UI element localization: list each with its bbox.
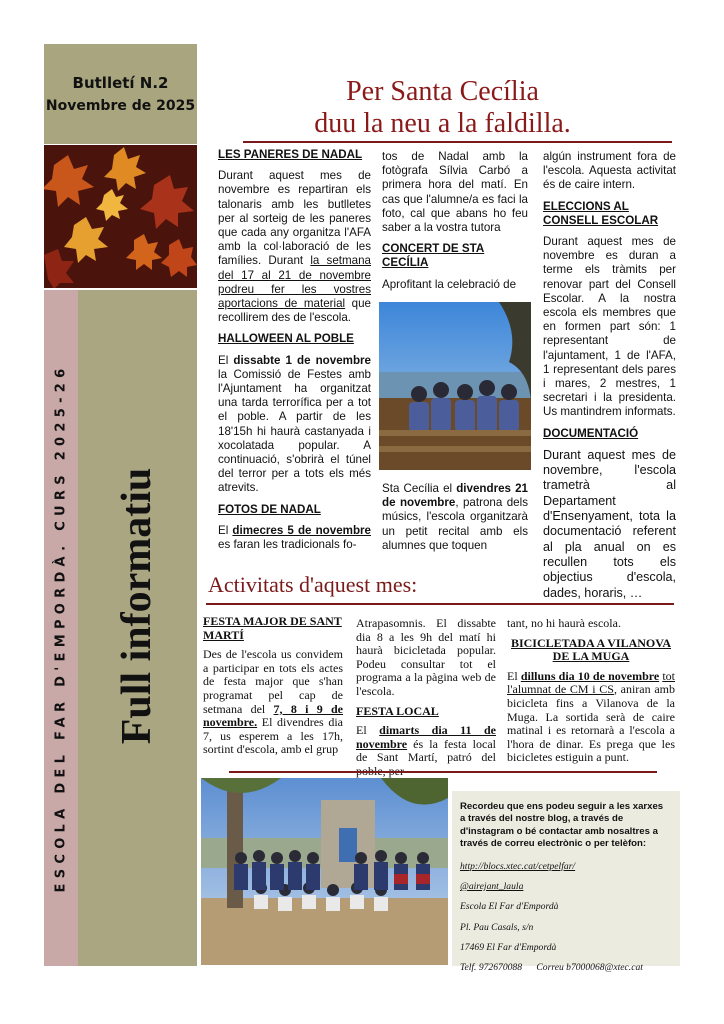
festa-local-continued-text: tant, no hi haurà escola.: [507, 616, 621, 630]
activities-column-1: [203, 615, 343, 763]
section-heading-festa-major: FESTA MAJOR DE SANT MARTÍ: [203, 614, 342, 642]
header-divider: [243, 141, 672, 143]
fotos-continued-text: tos de Nadal amb la fotògrafa Sílvia Carbó a primera hora del matí. En cas que l'alumne/a es faci la foto, cal que abans ho feu saber a la vostra tutora: [382, 150, 528, 235]
activities-column-3: [507, 617, 675, 771]
issue-number: Butlletí N.2: [72, 74, 169, 92]
bottom-divider: [229, 771, 657, 773]
halloween-text: El dissabte 1 de novembre la Comissió de Festes amb l'Ajuntament ha organitzat una tarda terrorífica per a tot el poble. A partir de les 18'15h hi haurà castanyada i xocolatada popular. A continuació, s'obrirà el túnel del terror per a tots els més atrevits.: [218, 353, 371, 495]
newsletter-title-vertical: Full informatiu: [114, 467, 160, 745]
school-city: 17469 El Far d'Empordà: [460, 941, 557, 953]
concert-photo: [379, 302, 531, 470]
instagram-handle[interactable]: @airejant_laula: [460, 880, 524, 892]
autumn-leaves-image: [44, 145, 197, 288]
column-2-bottom: [382, 482, 528, 560]
page-title: Per Santa Cecília duu la neu a la faldilla.: [314, 76, 571, 139]
concert-text-top: Aprofitant la celebració de: [382, 277, 517, 291]
issue-date: Novembre de 2025: [45, 98, 196, 114]
concert-continued-text: algún instrument fora de l'escola. Aquesta activitat és de caire intern.: [543, 150, 676, 192]
section-heading-bicicletada: BICICLETADA A VILANOVA DE LA MUGA: [510, 635, 672, 664]
contact-intro: Recordeu que ens podeu seguir a les xarxes a través del nostre blog, a través de d'instagram o bé contactar amb nosaltres a través de correu electrònic o per telèfon:: [460, 801, 664, 850]
column-1: [218, 148, 371, 559]
activities-column-2: [356, 617, 496, 785]
contact-box: [452, 791, 680, 974]
section-heading-documentacio: DOCUMENTACIÓ: [543, 426, 639, 440]
contact-phone-email: Telf. 972670088 Correu b7000068@xtec.cat: [460, 962, 643, 974]
section-heading-eleccions: ELECCIONS AL CONSELL ESCOLAR: [543, 199, 659, 227]
issue-box: [44, 44, 197, 144]
school-name-vertical: ESCOLA DEL FAR D'EMPORDÀ. CURS 2025-26: [53, 363, 69, 893]
activities-divider: [206, 603, 674, 605]
section-heading-concert: CONCERT DE STA CECÍLIA: [382, 242, 485, 270]
festa-major-continued-text: Atrapasomnis. El dissabte dia 8 a les 9h del matí hi haurà bicicletada popular. Podeu consultar tot el programa a la pàgina web de l'escola.: [356, 616, 496, 698]
blog-link[interactable]: http://blocs.xtec.cat/cetpelfar/: [460, 860, 576, 872]
section-heading-festa-local: FESTA LOCAL: [356, 703, 439, 718]
fotos-text: El dimecres 5 de novembre es faran les tradicionals fo-: [218, 523, 371, 552]
festa-major-text: Des de l'escola us convidem a participar en tots els actes de festa major que s'han programat pel cap de setmana del 7, 8 i 9 de novembre. El divendres dia 7, us esperem a les 17h, sortint d'escola, amb el grup: [203, 647, 343, 757]
group-photo: [201, 778, 448, 965]
section-heading-paneres: LES PANERES DE NADAL: [218, 148, 363, 161]
paneres-text: Durant aquest mes de novembre es repartiran els talonaris amb les butlletes per al sorteig de les paneres que cada any organitza l'AFA amb la col·laboració de les famílies. Durant la setmana del 17 al 21 de novembre podreu fer les vostres aportacions de material que recollirem des de l'escola.: [218, 169, 371, 325]
section-heading-fotos: FOTOS DE NADAL: [218, 502, 321, 516]
column-2: [382, 150, 528, 299]
eleccions-text: Durant aquest mes de novembre es duran a terme els tràmits per renovar part del Consell Escolar. A la nostra escola els membres que en formen part són: 1 representant de l'ajuntament, 1 de l'AFA, 1 representant dels pares i mares, 2 mestres, 1 secretari i la presidenta. Us mantindrem informats.: [543, 235, 676, 419]
column-3: [543, 150, 676, 608]
section-heading-halloween: HALLOWEEN AL POBLE: [218, 332, 354, 346]
concert-text: Sta Cecília el divendres 21 de novembre, patrona dels músics, l'escola organitzarà un petit recital amb els alumnes que toquen: [382, 482, 529, 552]
school-name: Escola El Far d'Empordà: [460, 901, 559, 913]
festa-local-text: El dimarts dia 11 de novembre és la festa local de Sant Martí, patró del: [356, 723, 497, 765]
bicicletada-text: El dilluns dia 10 de novembre tot l'alumnat de CM i CS, aniran amb bicicleta fins a Vilanova de la Muga. La sortida serà de caire matinal i es retornarà a l'escola a l'hora de dinar. Es prega que les bicicletes estiguin a punt.: [507, 668, 675, 765]
documentacio-text: Durant aquest mes de novembre, l'escola trametrà al Departament d'Ensenyament, tota la documentació referent al pla anual on es recullen tots els objectius d'escola, dades, horaris, …: [543, 447, 676, 600]
school-address: Pl. Pau Casals, s/n: [460, 921, 534, 933]
activities-title: Activitats d'aquest mes:: [208, 572, 418, 597]
